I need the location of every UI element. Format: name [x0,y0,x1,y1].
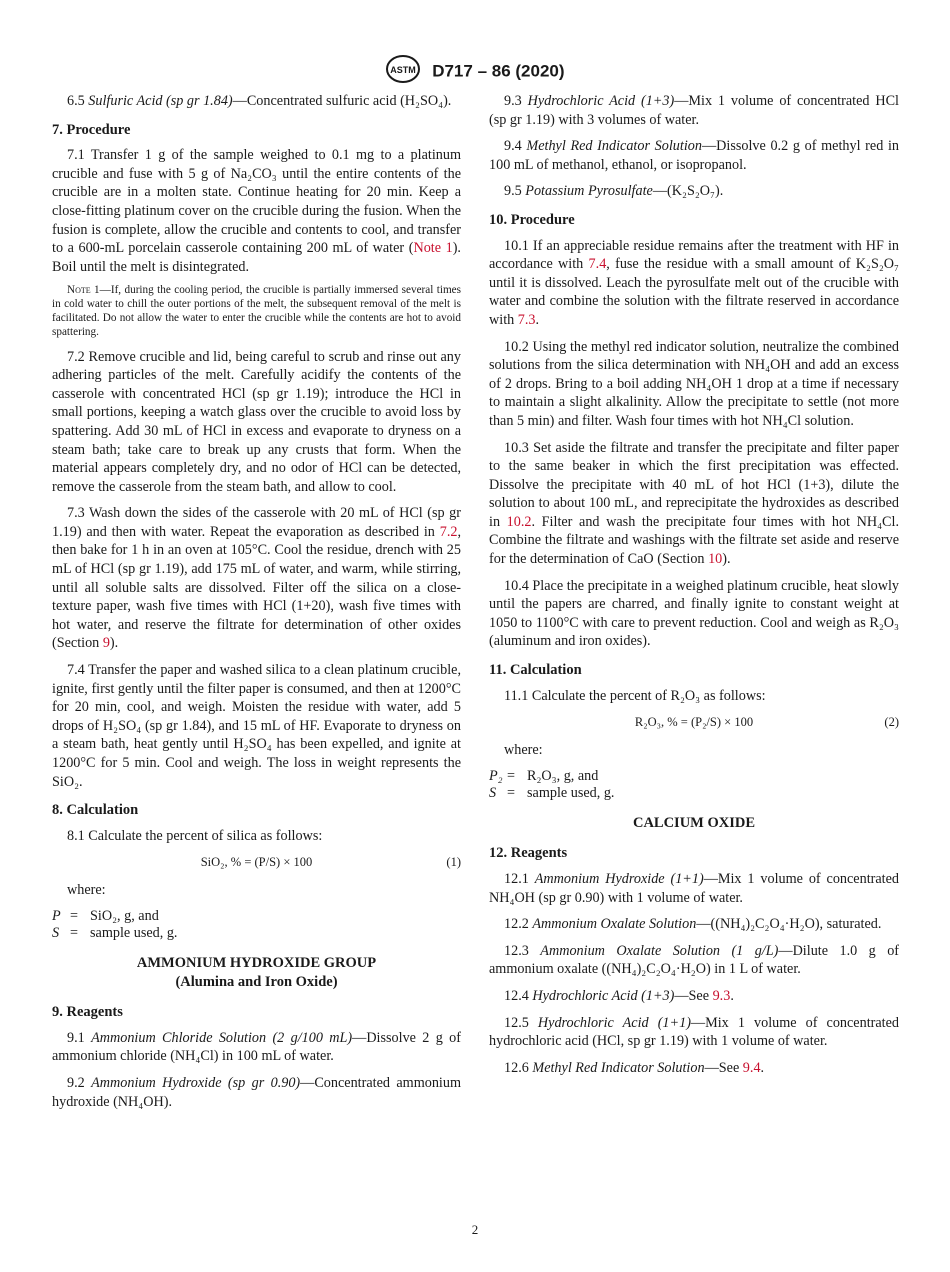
section-7-2: 7.2 Remove crucible and lid, being careful to scrub and rinse out any adhering particles of the melt. Carefully acidify the contents of the casserole with concentrated HCl (sp gr 1.19); introduce the HCl in small portions, keeping a watch glass over the crucible to avoid loss by spattering. Add 30 mL of HCl in excess and evaporate to dryness on a steam bath; take care to break up any crusts that form. When the material appears completely dry, and no odor of HCl can be detected, remove the casserole from the steam bath, and allow to cool. [52,348,461,495]
section-11-1: 11.1 Calculate the percent of R₂O₃ as follows: [504,687,766,704]
equation-2-number: (2) [884,715,899,730]
section-7-4: 7.4 Transfer the paper and washed silica to a clean platinum crucible, ignite, first gently until the filter paper is consumed, and then at 1200°C for 20 min, cool, and weigh. Moisten the residue with water, add 5 drops of H₂SO₄ (sp gr 1.84), and 15 mL of HF. Evaporate to dryness on a steam bath, heat gently until H₂SO₄ has been expelled, and ignite at 1200°C for 5 min. Cool and weigh. The loss in weight represents the SiO₂. [52,662,461,790]
equation-1 [52,853,461,875]
section-12-heading: 12. Reagents [489,845,568,862]
link-10-2[interactable]: 10.2 [506,513,532,530]
astm-logo-text: ASTM [390,65,417,75]
section-10-heading: 10. Procedure [489,211,575,228]
section-9-heading: 9. Reagents [52,1004,123,1021]
where-label-1: where: [67,882,106,899]
equation-1-expression: SiO₂, % = (P/S) × 100 [200,855,313,870]
definitions-2 [489,768,899,802]
section-12-6: 12.6 Methyl Red Indicator Solution—See 9.4. [504,1059,765,1076]
section-9-2: 9.2 Ammonium Hydroxide (sp gr 0.90)—Concentrated ammonium hydroxide (NH₄OH). [52,1074,461,1110]
section-7-heading: 7. Procedure [52,121,131,138]
astm-logo-icon [385,54,421,89]
section-11-heading: 11. Calculation [489,662,582,679]
definitions-1 [52,908,461,942]
section-12-1: 12.1 Ammonium Hydroxide (1+1)—Mix 1 volume of concentrated NH₄OH (sp gr 0.90) with 1 volume of water. [489,871,899,906]
equation-2 [489,713,899,735]
equation-1-number: (1) [446,855,461,870]
section-9-3: 9.3 Hydrochloric Acid (1+3)—Mix 1 volume of concentrated HCl (sp gr 1.19) with 3 volumes of water. [489,93,899,128]
equation-2-expression: R₂O₃, % = (P₂/S) × 100 [634,715,754,730]
link-7-4[interactable]: 7.4 [588,256,607,273]
section-10-4: 10.4 Place the precipitate in a weighed platinum crucible, heat slowly until the papers are charred, and finally ignite to constant weight at 1050 to 1100°C with care to prevent reduction. Cool and weigh as R₂O₃ (aluminum and iron oxides). [489,577,899,650]
section-7-3: 7.3 Wash down the sides of the casserole with 20 mL of HCl (sp gr 1.19) and then with water. Repeat the evaporation as described in 7.2, then bake for 1 h in an oven at 105°C. Cool the residue, drench with 25 mL of HCl (sp gr 1.19), add 175 mL of water, and warm, while stirring, until all soluble salts are dissolved. Filter off the silica on a close-texture paper, wash five times with HCl (1+20), wash five times with hot water, and reserve the filtrate for determination of other oxides (Section 9). [52,505,461,652]
link-section-9[interactable]: 9 [102,635,110,652]
section-10-1: 10.1 If an appreciable residue remains after the treatment with HF in accordance with 7.4, fuse the residue with a small amount of K₂S₂O₇ until it is dissolved. Leach the pyrosulfate melt out of the crucible with water and combine the solution with the filtrate reserved in accordance with 7.3. [489,237,899,328]
note-1-link[interactable]: Note 1 [413,240,453,257]
definition-row: S = sample used, g. [489,784,615,801]
page-header [0,54,950,89]
right-column [489,92,899,1085]
where-label-2: where: [504,742,543,759]
document-number: D717 – 86 (2020) [432,61,565,81]
note-1: Note 1—If, during the cooling period, the crucible is partially immersed several times in cold water to chill the outer portions of the melt, the subsequent removal of the melt is facilitated. Do not allow the water to enter the crucible while the contents are hot to avoid spattering. [52,284,461,338]
section-9-5: 9.5 Potassium Pyrosulfate—(K₂S₂O₇). [504,183,724,200]
section-12-2: 12.2 Ammonium Oxalate Solution—((NH₄)₂C₂O₄·H₂O), saturated. [504,916,882,933]
section-9-1: 9.1 Ammonium Chloride Solution (2 g/100 mL)—Dissolve 2 g of ammonium chloride (NH₄Cl) in 100 mL of water. [52,1029,461,1065]
definition-row: S = sample used, g. [52,924,178,941]
section-10-2: 10.2 Using the methyl red indicator solution, neutralize the combined solutions from the silica determination with NH₄OH and add an excess of 2 drops. Bring to a boil adding NH₄OH 1 drop at a time if necessary to maintain a slight alkalinity. Allow the precipitate to settle (not more than 5 min) and filter. Wash four times with hot NH₄Cl solution. [489,338,900,429]
section-9-4: 9.4 Methyl Red Indicator Solution—Dissolve 0.2 g of methyl red in 100 mL of methanol, ethanol, or isopropanol. [489,138,900,173]
section-7-1: 7.1 Transfer 1 g of the sample weighed to 0.1 mg to a platinum crucible and fuse with 5 g of Na₂CO₃ until the entire contents of the crucible are in a molten state. Continue heating for 20 min. Keep a close-fitting platinum cover on the crucible during the fusion. When the fusion is complete, allow the crucible and contents to cool, and transfer to a 600-mL porcelain casserole containing 200 mL of water (Note 1). Boil until the melt is disintegrated. [52,147,461,275]
calcium-oxide-heading: CALCIUM OXIDE [632,814,756,831]
ammonium-hydroxide-group-heading: AMMONIUM HYDROXIDE GROUP (Alumina and Iron Oxide) [136,954,377,990]
link-9-4[interactable]: 9.4 [742,1059,761,1076]
left-column [52,92,461,1119]
definition-row: P₂ = R₂O₃, g, and [489,767,599,784]
link-7-2[interactable]: 7.2 [439,523,458,540]
section-8-1: 8.1 Calculate the percent of silica as follows: [67,827,323,844]
link-9-3[interactable]: 9.3 [712,987,731,1004]
section-10-3: 10.3 Set aside the filtrate and transfer the precipitate and filter paper to the same beaker in which the first precipitation was effected. Dissolve the precipitate with 40 mL of hot HCl (1+3), dilute the solution to about 100 mL, and reprecipitate the hydroxides as described in 10.2. Filter and wash the precipitate four times with hot NH₄Cl. Combine the filtrate and washings with the filtrate set aside and reserve for the determination of CaO (Section 10). [489,439,900,568]
definition-row: P = SiO₂, g, and [52,907,159,924]
section-12-4: 12.4 Hydrochloric Acid (1+3)—See 9.3. [504,987,734,1004]
section-12-5: 12.5 Hydrochloric Acid (1+1)—Mix 1 volume of concentrated hydrochloric acid (HCl, sp gr 1.19) with 1 volume of water. [489,1014,899,1050]
section-6-5: 6.5 Sulfuric Acid (sp gr 1.84)—Concentrated sulfuric acid (H₂SO₄). [67,93,452,109]
section-12-3: 12.3 Ammonium Oxalate Solution (1 g/L)—Dilute 1.0 g of ammonium oxalate ((NH₄)₂C₂O₄·H₂O) in 1 L of water. [489,942,900,978]
link-7-3[interactable]: 7.3 [517,311,536,328]
page-number: 2 [471,1222,479,1237]
section-8-heading: 8. Calculation [52,802,139,819]
link-section-10[interactable]: 10 [708,551,723,568]
